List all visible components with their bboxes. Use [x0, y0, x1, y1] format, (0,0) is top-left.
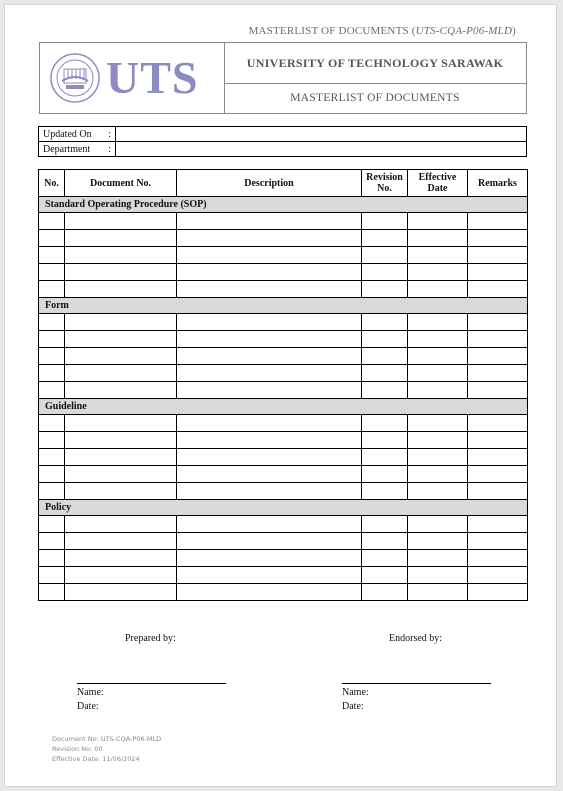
section-row	[39, 298, 528, 314]
cell-remarks[interactable]	[468, 213, 528, 230]
table-row	[39, 415, 528, 432]
department-field[interactable]	[116, 142, 527, 157]
cell-description[interactable]	[177, 314, 362, 331]
cell-description[interactable]	[177, 382, 362, 399]
cell-effective-date[interactable]	[408, 230, 468, 247]
cell-document-no[interactable]	[65, 449, 177, 466]
cell-revision-no[interactable]	[362, 348, 408, 365]
cell-effective-date[interactable]	[408, 264, 468, 281]
cell-remarks[interactable]	[468, 516, 528, 533]
table-row	[39, 213, 528, 230]
document-code-header: MASTERLIST OF DOCUMENTS (UTS-CQA-P06-MLD)	[248, 25, 516, 37]
table-row	[39, 516, 528, 533]
cell-effective-date[interactable]	[408, 382, 468, 399]
cell-no[interactable]	[39, 432, 65, 449]
table-row	[39, 230, 528, 247]
prepared-name-label: Name:	[77, 687, 104, 698]
column-header-no: No.	[39, 170, 65, 197]
cell-document-no[interactable]	[65, 314, 177, 331]
cell-no[interactable]	[39, 314, 65, 331]
table-row	[39, 550, 528, 567]
cell-effective-date[interactable]	[408, 584, 468, 601]
cell-effective-date[interactable]	[408, 247, 468, 264]
column-header-remarks: Remarks	[468, 170, 528, 197]
cell-no[interactable]	[39, 365, 65, 382]
table-row	[39, 584, 528, 601]
cell-description[interactable]	[177, 533, 362, 550]
cell-revision-no[interactable]	[362, 533, 408, 550]
cell-document-no[interactable]	[65, 567, 177, 584]
cell-description[interactable]	[177, 230, 362, 247]
cell-revision-no[interactable]	[362, 213, 408, 230]
cell-effective-date[interactable]	[408, 449, 468, 466]
cell-effective-date[interactable]	[408, 550, 468, 567]
table-row	[39, 567, 528, 584]
cell-no[interactable]	[39, 331, 65, 348]
table-row	[39, 331, 528, 348]
cell-no[interactable]	[39, 584, 65, 601]
cell-no[interactable]	[39, 281, 65, 298]
cell-no[interactable]	[39, 264, 65, 281]
cell-remarks[interactable]	[468, 483, 528, 500]
cell-remarks[interactable]	[468, 365, 528, 382]
table-body	[39, 197, 528, 601]
table-row	[39, 247, 528, 264]
cell-description[interactable]	[177, 584, 362, 601]
university-name: UNIVERSITY OF TECHNOLOGY SARAWAK	[224, 43, 526, 84]
column-header-description: Description	[177, 170, 362, 197]
cell-no[interactable]	[39, 550, 65, 567]
cell-remarks[interactable]	[468, 314, 528, 331]
cell-effective-date[interactable]	[408, 348, 468, 365]
logo-text: UTS	[106, 52, 199, 103]
section-title: Guideline	[39, 399, 528, 415]
cell-effective-date[interactable]	[408, 466, 468, 483]
cell-document-no[interactable]	[65, 550, 177, 567]
department-label: Department :	[39, 142, 116, 157]
cell-no[interactable]	[39, 533, 65, 550]
logo-cell	[40, 43, 225, 113]
cell-document-no[interactable]	[65, 230, 177, 247]
table-row	[39, 466, 528, 483]
cell-remarks[interactable]	[468, 432, 528, 449]
cell-effective-date[interactable]	[408, 365, 468, 382]
endorsed-by-label: Endorsed by:	[389, 633, 443, 644]
cell-no[interactable]	[39, 516, 65, 533]
cell-description[interactable]	[177, 550, 362, 567]
table-row	[39, 264, 528, 281]
cell-revision-no[interactable]	[362, 331, 408, 348]
cell-document-no[interactable]	[65, 213, 177, 230]
cell-remarks[interactable]	[468, 415, 528, 432]
cell-no[interactable]	[39, 483, 65, 500]
footer-revision-no: Revision No: 00	[52, 745, 103, 753]
updated-on-row	[39, 127, 527, 142]
cell-revision-no[interactable]	[362, 264, 408, 281]
section-row	[39, 197, 528, 213]
cell-no[interactable]	[39, 348, 65, 365]
cell-description[interactable]	[177, 264, 362, 281]
section-title: Form	[39, 298, 528, 314]
cell-effective-date[interactable]	[408, 281, 468, 298]
cell-remarks[interactable]	[468, 382, 528, 399]
cell-remarks[interactable]	[468, 281, 528, 298]
cell-revision-no[interactable]	[362, 567, 408, 584]
cell-description[interactable]	[177, 483, 362, 500]
cell-description[interactable]	[177, 415, 362, 432]
cell-description[interactable]	[177, 281, 362, 298]
cell-effective-date[interactable]	[408, 516, 468, 533]
cell-revision-no[interactable]	[362, 432, 408, 449]
table-row	[39, 483, 528, 500]
cell-remarks[interactable]	[468, 230, 528, 247]
cell-document-no[interactable]	[65, 533, 177, 550]
university-seal-icon	[50, 53, 100, 103]
cell-revision-no[interactable]	[362, 365, 408, 382]
updated-on-field[interactable]	[116, 127, 527, 142]
cell-document-no[interactable]	[65, 432, 177, 449]
table-row	[39, 449, 528, 466]
cell-description[interactable]	[177, 331, 362, 348]
cell-description[interactable]	[177, 213, 362, 230]
cell-effective-date[interactable]	[408, 567, 468, 584]
table-row	[39, 432, 528, 449]
cell-revision-no[interactable]	[362, 584, 408, 601]
cell-effective-date[interactable]	[408, 533, 468, 550]
table-row	[39, 348, 528, 365]
table-row	[39, 533, 528, 550]
masterlist-table	[38, 169, 528, 601]
cell-effective-date[interactable]	[408, 213, 468, 230]
cell-no[interactable]	[39, 415, 65, 432]
cell-remarks[interactable]	[468, 247, 528, 264]
footer-effective-date: Effective Date: 11/06/2024	[52, 755, 140, 763]
prepared-by-label: Prepared by:	[125, 633, 176, 644]
cell-document-no[interactable]	[65, 466, 177, 483]
cell-description[interactable]	[177, 365, 362, 382]
cell-remarks[interactable]	[468, 449, 528, 466]
cell-remarks[interactable]	[468, 264, 528, 281]
document-page	[4, 4, 557, 787]
cell-revision-no[interactable]	[362, 550, 408, 567]
cell-remarks[interactable]	[468, 348, 528, 365]
prepared-signature-line	[77, 683, 226, 684]
table-row	[39, 365, 528, 382]
cell-remarks[interactable]	[468, 533, 528, 550]
cell-revision-no[interactable]	[362, 449, 408, 466]
document-title: MASTERLIST OF DOCUMENTS	[290, 92, 460, 104]
cell-effective-date[interactable]	[408, 331, 468, 348]
cell-description[interactable]	[177, 247, 362, 264]
cell-revision-no[interactable]	[362, 230, 408, 247]
cell-revision-no[interactable]	[362, 483, 408, 500]
cell-document-no[interactable]	[65, 247, 177, 264]
cell-description[interactable]	[177, 348, 362, 365]
cell-remarks[interactable]	[468, 331, 528, 348]
section-title: Policy	[39, 500, 528, 516]
cell-remarks[interactable]	[468, 567, 528, 584]
cell-document-no[interactable]	[65, 281, 177, 298]
column-header-revision-no: Revision No.	[362, 170, 408, 197]
column-header-document-no: Document No.	[65, 170, 177, 197]
meta-table	[38, 126, 527, 157]
table-row	[39, 314, 528, 331]
footer-document-no: Document No: UTS-CQA-P06-MLD	[52, 735, 162, 743]
cell-revision-no[interactable]	[362, 281, 408, 298]
endorsed-name-label: Name:	[342, 687, 369, 698]
cell-description[interactable]	[177, 567, 362, 584]
cell-revision-no[interactable]	[362, 382, 408, 399]
section-row	[39, 399, 528, 415]
cell-no[interactable]	[39, 382, 65, 399]
cell-no[interactable]	[39, 230, 65, 247]
table-header-row	[39, 170, 528, 197]
prepared-date-label: Date:	[77, 701, 99, 712]
section-title: Standard Operating Procedure (SOP)	[39, 197, 528, 213]
cell-document-no[interactable]	[65, 516, 177, 533]
cell-revision-no[interactable]	[362, 516, 408, 533]
cell-remarks[interactable]	[468, 584, 528, 601]
cell-document-no[interactable]	[65, 365, 177, 382]
cell-revision-no[interactable]	[362, 247, 408, 264]
cell-description[interactable]	[177, 516, 362, 533]
cell-description[interactable]	[177, 449, 362, 466]
endorsed-signature-line	[342, 683, 491, 684]
department-row	[39, 142, 527, 157]
cell-document-no[interactable]	[65, 331, 177, 348]
table-row	[39, 382, 528, 399]
column-header-effective-date: Effective Date	[408, 170, 468, 197]
cell-effective-date[interactable]	[408, 432, 468, 449]
cell-effective-date[interactable]	[408, 415, 468, 432]
endorsed-date-label: Date:	[342, 701, 364, 712]
document-footer	[52, 734, 161, 764]
cell-document-no[interactable]	[65, 382, 177, 399]
cell-no[interactable]	[39, 247, 65, 264]
cell-document-no[interactable]	[65, 415, 177, 432]
cell-no[interactable]	[39, 213, 65, 230]
cell-document-no[interactable]	[65, 264, 177, 281]
cell-document-no[interactable]	[65, 483, 177, 500]
cell-document-no[interactable]	[65, 348, 177, 365]
cell-effective-date[interactable]	[408, 483, 468, 500]
cell-remarks[interactable]	[468, 550, 528, 567]
cell-description[interactable]	[177, 432, 362, 449]
cell-remarks[interactable]	[468, 466, 528, 483]
cell-document-no[interactable]	[65, 584, 177, 601]
cell-effective-date[interactable]	[408, 314, 468, 331]
cell-no[interactable]	[39, 567, 65, 584]
letterhead	[39, 42, 527, 114]
cell-revision-no[interactable]	[362, 415, 408, 432]
section-row	[39, 500, 528, 516]
cell-revision-no[interactable]	[362, 314, 408, 331]
cell-no[interactable]	[39, 466, 65, 483]
cell-no[interactable]	[39, 449, 65, 466]
table-row	[39, 281, 528, 298]
cell-revision-no[interactable]	[362, 466, 408, 483]
cell-description[interactable]	[177, 466, 362, 483]
updated-on-label: Updated On :	[39, 127, 116, 142]
